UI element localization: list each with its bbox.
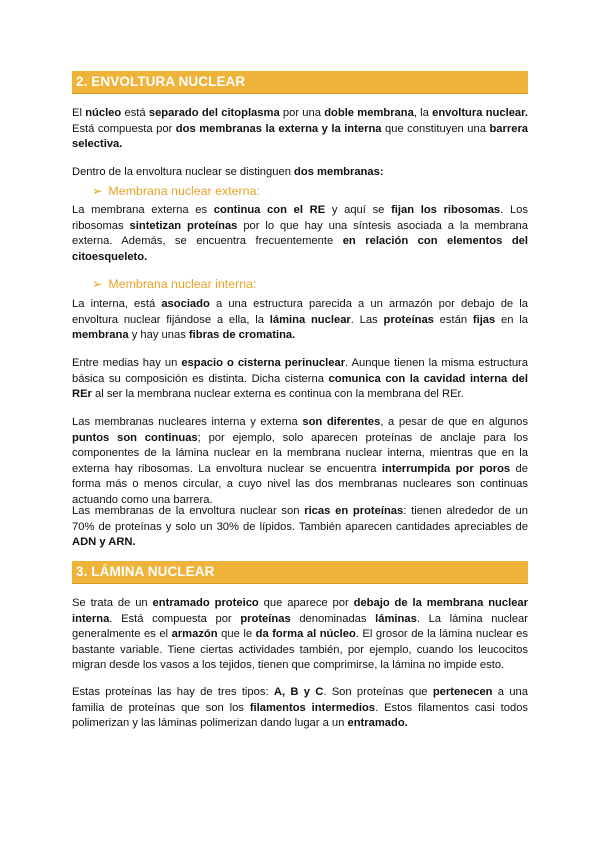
text-run: que constituyen una	[381, 122, 490, 135]
text-run: . Los ribosomas	[72, 204, 528, 232]
section-heading: 2. ENVOLTURA NUCLEAR	[76, 74, 246, 89]
bold-text-run: ADN y ARN.	[72, 536, 136, 548]
text-run: Está compuesta por	[72, 122, 176, 135]
text-run: denominadas	[290, 612, 376, 625]
text-run: La interna, está	[72, 298, 162, 310]
text-run: que le	[217, 628, 256, 640]
text-run: en la	[495, 313, 528, 326]
text-run: . El grosor de la lámina nuclear es bastante variable. Tiene ciertas actividades también, por ejemplo, cuando los leucocitos migran desde los vasos a los tejidos, tienen que comprimirse, la lámina no impide esto.	[72, 628, 528, 671]
bold-text-run: láminas	[375, 612, 417, 625]
text-run: : tienen alrededor de un 70% de proteínas y solo un 30% de lípidos. También aparecen cantidades apreciables de	[72, 505, 528, 533]
bold-text-run: lámina nuclear	[269, 313, 351, 326]
text-run: . Aunque tienen la misma estructura básica su composición es distinta. Dicha cisterna	[72, 357, 529, 385]
bold-text-run: puntos son continuas	[72, 431, 198, 444]
text-run: . Estos filamentos casi todos polimerizan y las láminas polimerizan dando lugar a un	[72, 701, 529, 729]
text-run: El	[72, 107, 86, 119]
section-heading: 3. LÁMINA NUCLEAR	[76, 564, 215, 579]
bold-text-run: asociado	[161, 298, 210, 310]
bold-text-run: armazón	[171, 628, 218, 640]
bold-text-run: son diferentes	[302, 416, 381, 428]
text-run: Se trata de un	[72, 597, 153, 609]
paragraph-lamina-types	[72, 685, 528, 732]
text-run: Estas proteínas las hay de tres tipos:	[72, 686, 274, 698]
text-run: está	[121, 107, 149, 119]
bold-text-run: continua con el RE	[213, 204, 326, 216]
text-run: , la	[413, 107, 433, 119]
bold-text-run: en relación con elementos del citoesqueleto.	[72, 235, 528, 263]
text-run: . Son proteínas que	[323, 686, 433, 698]
bold-text-run: entramado proteico	[152, 597, 259, 609]
arrow-bullet-icon: ➢	[92, 277, 103, 291]
text-run: Entre medias hay un	[72, 357, 182, 369]
bold-text-run: separado del citoplasma	[148, 107, 280, 119]
paragraph-internal	[72, 297, 528, 344]
text-run: Las membranas nucleares interna y externa	[72, 416, 303, 428]
bold-text-run: espacio o cisterna perinuclear	[181, 357, 346, 369]
section-heading-bar	[72, 71, 528, 94]
subheading-label: Membrana nuclear interna:	[108, 277, 257, 291]
bold-text-run: fibras de cromatina.	[188, 329, 296, 341]
bold-text-run: interrumpida por poros	[381, 462, 511, 475]
paragraph-different	[72, 415, 528, 508]
text-run: ; por ejemplo, solo aparecen proteínas de anclaje para los componentes de la lámina nuclear en la membrana nuclear interna, mientras que en la externa hay ribosomas. La envoltura nuclear se encuentra	[72, 431, 528, 475]
subheading-external	[92, 183, 260, 198]
bold-text-run: dos membranas:	[294, 166, 384, 178]
bold-text-run: A, B y C	[273, 686, 324, 698]
text-run: Dentro de la envoltura nuclear se distinguen	[72, 166, 295, 178]
bold-text-run: fijan los ribosomas	[391, 204, 501, 216]
subheading-label: Membrana nuclear externa:	[108, 184, 260, 198]
text-run: están	[433, 313, 473, 326]
text-run: a una estructura parecida a un armazón por debajo de la envoltura nuclear fijándose a ella, la	[72, 298, 528, 326]
bold-text-run: da forma al núcleo	[255, 628, 356, 640]
bold-text-run: pertenecen	[432, 686, 493, 698]
text-run: , a pesar de que en algunos	[380, 416, 528, 428]
bold-text-run: núcleo	[85, 107, 122, 119]
bold-text-run: doble membrana	[324, 107, 414, 119]
text-run: y aquí se	[325, 204, 392, 216]
bold-text-run: filamentos intermedios	[249, 701, 376, 714]
arrow-bullet-icon: ➢	[92, 184, 103, 198]
bold-text-run: barrera selectiva.	[72, 122, 529, 150]
text-run: . Las	[350, 313, 384, 326]
paragraph-distinguish	[72, 165, 528, 181]
subheading-internal	[92, 276, 256, 291]
text-run: Las membranas de la envoltura nuclear son	[72, 505, 305, 517]
bold-text-run: sintetizan proteínas	[129, 219, 238, 232]
bold-text-run: fijas	[472, 313, 496, 326]
text-run: y hay unas	[128, 329, 189, 341]
paragraph-perinuclear	[72, 356, 528, 403]
bold-text-run: membrana	[72, 329, 129, 341]
section-heading-bar	[72, 561, 528, 584]
paragraph-intro	[72, 106, 528, 153]
bold-text-run: proteínas	[383, 313, 434, 326]
text-run: que aparece por	[258, 597, 354, 609]
text-run: . Está compuesta por	[109, 612, 241, 625]
paragraph-rich-proteins	[72, 504, 528, 551]
paragraph-lamina	[72, 596, 528, 674]
text-run: de forma más o menos circular, a cuyo nivel las dos membranas nucleares son continuas actuando como una barrera.	[72, 462, 528, 506]
text-run: por una	[279, 107, 325, 119]
text-run: al ser la membrana nuclear externa es continua con la membrana del REr.	[91, 388, 464, 400]
text-run: a una familia de proteínas que son los	[72, 686, 528, 714]
bold-text-run: proteínas	[240, 612, 291, 625]
bold-text-run: ricas en proteínas	[304, 505, 404, 517]
bold-text-run: debajo de la membrana nuclear interna	[72, 597, 528, 625]
bold-text-run: entramado.	[347, 717, 408, 729]
bold-text-run: comunica con la cavidad interna del REr	[72, 372, 528, 400]
text-run: . La lámina nuclear generalmente es el	[72, 612, 528, 640]
bold-text-run: dos membranas la externa y la interna	[175, 122, 382, 135]
text-run: La membrana externa es	[72, 204, 214, 216]
bold-text-run: envoltura nuclear.	[432, 107, 528, 119]
paragraph-external	[72, 203, 528, 265]
text-run: por lo que hay una síntesis asociada a la membrana externa. Además, se encuentra frecuentemente	[72, 219, 528, 247]
